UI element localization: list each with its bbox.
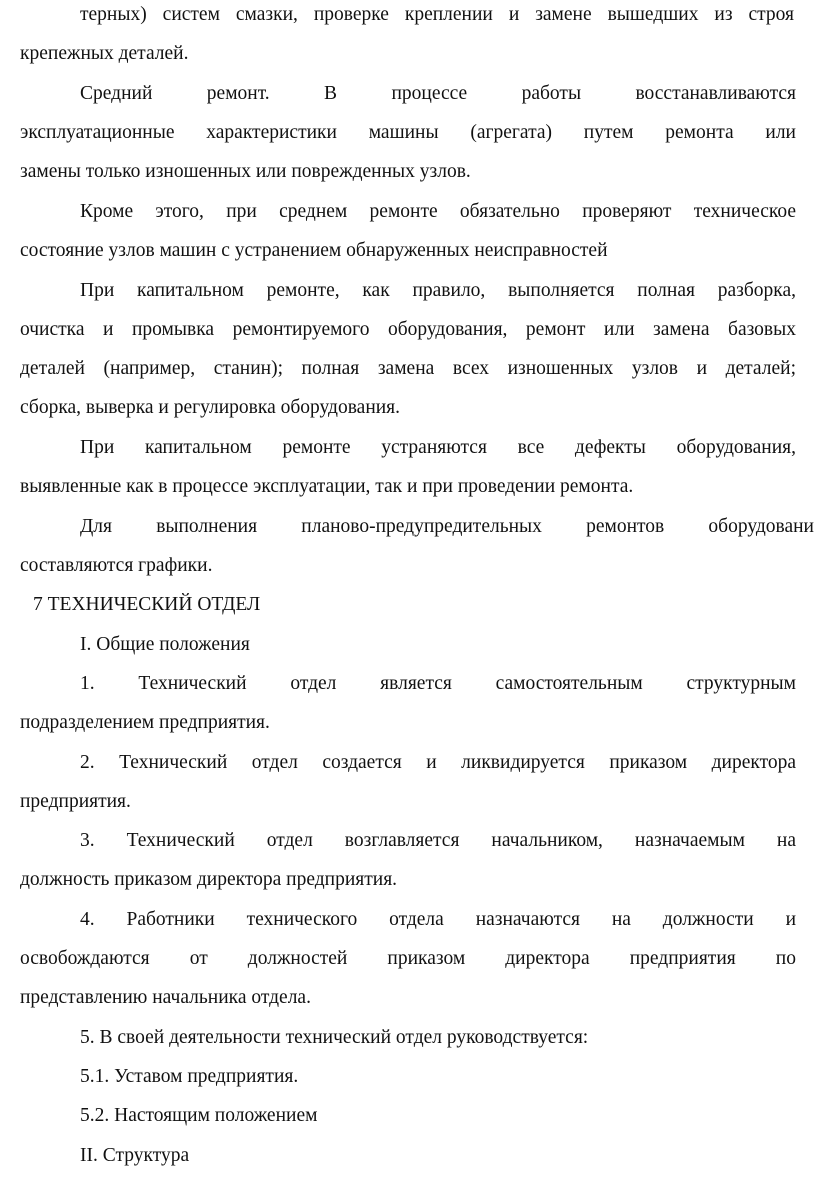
text-line: предприятия. [20, 791, 131, 812]
text-line: 5.2. Настоящим положением [80, 1105, 318, 1126]
text-line: освобождаются от должностей приказом директора предприятия по [20, 948, 796, 969]
text-line: При капитальном ремонте устраняются все дефекты оборудования, [80, 437, 796, 458]
text-line: 3. Технический отдел возглавляется начальником, назначаемым на [80, 830, 796, 851]
text-line: должность приказом директора предприятия. [20, 869, 398, 890]
text-line: крепежных деталей. [20, 43, 189, 64]
text-line: Для выполнения планово-предупредительных ремонтов оборудовани [80, 516, 814, 537]
text-line: составляются графики. [20, 555, 213, 576]
text-line: замены только изношенных или поврежденных узлов. [20, 161, 471, 182]
text-line: терных) систем смазки, проверке креплении и замене вышедших из строя [80, 4, 794, 25]
text-line: При капитальном ремонте, как правило, выполняется полная разборка, [80, 280, 796, 301]
text-line: сборка, выверка и регулировка оборудования. [20, 397, 401, 418]
text-line: очистка и промывка ремонтируемого оборудования, ремонт или замена базовых [20, 319, 796, 340]
text-line: Средний ремонт. В процессе работы восстанавливаются [80, 83, 796, 104]
subsection-heading: I. Общие положения [80, 634, 250, 655]
text-line: деталей (например, станин); полная замена всех изношенных узлов и деталей; [20, 358, 796, 379]
text-line: 5. В своей деятельности технический отдел руководствуется: [80, 1027, 589, 1048]
text-line: 5.1. Уставом предприятия. [80, 1066, 299, 1087]
text-line: 4. Работники технического отдела назначаются на должности и [80, 909, 796, 930]
text-line: 2. Технический отдел создается и ликвидируется приказом директора [80, 752, 796, 773]
text-line: эксплуатационные характеристики машины (агрегата) путем ремонта или [20, 122, 796, 143]
text-line: Кроме этого, при среднем ремонте обязательно проверяют техническое [80, 201, 796, 222]
text-line: представлению начальника отдела. [20, 987, 311, 1008]
section-heading: 7 ТЕХНИЧЕСКИЙ ОТДЕЛ [33, 594, 261, 615]
text-line: состояние узлов машин с устранением обнаруженных неисправностей [20, 240, 608, 261]
text-line: 1. Технический отдел является самостоятельным структурным [80, 673, 796, 694]
subsection-heading: II. Структура [80, 1145, 190, 1166]
text-line: подразделением предприятия. [20, 712, 270, 733]
text-line: выявленные как в процессе эксплуатации, так и при проведении ремонта. [20, 476, 634, 497]
